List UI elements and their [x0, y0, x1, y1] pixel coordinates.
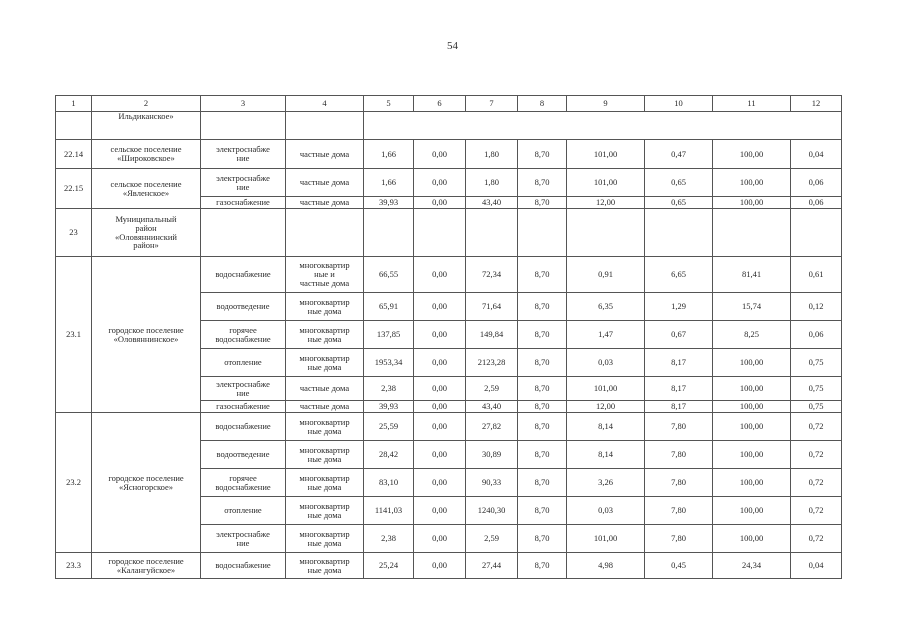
utility-type-cell: водоснабжение [201, 413, 286, 441]
value-cell: 101,00 [567, 377, 645, 401]
value-cell: 66,55 [364, 257, 414, 293]
table-row [56, 140, 842, 169]
empty-cell [645, 209, 713, 257]
settlement-name: городское поселение «Калангуйское» [92, 553, 201, 579]
value-cell: 8,70 [518, 293, 567, 321]
value-cell: 0,00 [414, 257, 466, 293]
value-cell: 137,85 [364, 321, 414, 349]
settlement-name: городское поселение «Ясногорское» [92, 413, 201, 553]
settlement-name: городское поселение «Оловяннинское» [92, 257, 201, 413]
value-cell: 39,93 [364, 401, 414, 413]
value-cell: 1,47 [567, 321, 645, 349]
value-cell: 0,00 [414, 525, 466, 553]
value-cell: 2,59 [466, 525, 518, 553]
settlement-name: сельское поселение «Явленское» [92, 169, 201, 209]
value-cell: 8,70 [518, 321, 567, 349]
value-cell: 3,26 [567, 469, 645, 497]
value-cell: 0,00 [414, 197, 466, 209]
header-row [56, 96, 842, 112]
column-header: 5 [364, 96, 414, 112]
empty-cell [201, 209, 286, 257]
value-cell: 65,91 [364, 293, 414, 321]
value-cell: 100,00 [713, 140, 791, 169]
value-cell: 2,38 [364, 377, 414, 401]
utility-type-cell: газоснабжение [201, 401, 286, 413]
value-cell: 15,74 [713, 293, 791, 321]
value-cell: 8,17 [645, 401, 713, 413]
utility-type-cell: отопление [201, 349, 286, 377]
value-cell: 1,66 [364, 140, 414, 169]
value-cell: 100,00 [713, 441, 791, 469]
housing-type-cell: частные дома [286, 401, 364, 413]
value-cell: 8,25 [713, 321, 791, 349]
value-cell: 0,72 [791, 413, 842, 441]
value-cell: 0,06 [791, 321, 842, 349]
value-cell: 8,70 [518, 377, 567, 401]
empty-cell [286, 209, 364, 257]
value-cell: 0,00 [414, 553, 466, 579]
value-cell: 100,00 [713, 413, 791, 441]
value-cell: 90,33 [466, 469, 518, 497]
value-cell: 27,82 [466, 413, 518, 441]
value-cell: 0,00 [414, 377, 466, 401]
utility-type-cell: горячее водоснабжение [201, 469, 286, 497]
housing-type-cell: многоквартир ные дома [286, 553, 364, 579]
column-header: 10 [645, 96, 713, 112]
value-cell: 6,35 [567, 293, 645, 321]
value-cell: 8,70 [518, 497, 567, 525]
housing-type-cell: частные дома [286, 197, 364, 209]
value-cell: 8,70 [518, 140, 567, 169]
column-header: 9 [567, 96, 645, 112]
value-cell: 100,00 [713, 469, 791, 497]
page-number: 54 [447, 40, 458, 52]
empty-cell [518, 209, 567, 257]
value-cell: 0,04 [791, 553, 842, 579]
utility-type-cell: водоснабжение [201, 553, 286, 579]
value-cell: 8,70 [518, 525, 567, 553]
column-header: 2 [92, 96, 201, 112]
value-cell: 8,70 [518, 401, 567, 413]
value-cell: 0,00 [414, 349, 466, 377]
value-cell: 0,91 [567, 257, 645, 293]
value-cell: 8,17 [645, 349, 713, 377]
table-row [56, 169, 842, 197]
value-cell: 100,00 [713, 377, 791, 401]
housing-type-cell: многоквартир ные дома [286, 293, 364, 321]
column-header: 1 [56, 96, 92, 112]
value-cell: 8,14 [567, 441, 645, 469]
value-cell: 28,42 [364, 441, 414, 469]
empty-cell [286, 112, 364, 140]
tariff-table [55, 95, 842, 579]
value-cell: 2123,28 [466, 349, 518, 377]
value-cell: 8,70 [518, 441, 567, 469]
value-cell: 8,70 [518, 257, 567, 293]
value-cell: 0,65 [645, 169, 713, 197]
utility-type-cell: газоснабжение [201, 197, 286, 209]
value-cell: 4,98 [567, 553, 645, 579]
housing-type-cell: частные дома [286, 140, 364, 169]
value-cell: 100,00 [713, 525, 791, 553]
value-cell: 0,75 [791, 401, 842, 413]
housing-type-cell: многоквартир ные дома [286, 321, 364, 349]
value-cell: 0,00 [414, 321, 466, 349]
value-cell: 0,72 [791, 441, 842, 469]
utility-type-cell: горячее водоснабжение [201, 321, 286, 349]
value-cell: 1,80 [466, 140, 518, 169]
column-header: 7 [466, 96, 518, 112]
value-cell: 100,00 [713, 197, 791, 209]
housing-type-cell: многоквартир ные и частные дома [286, 257, 364, 293]
value-cell: 25,59 [364, 413, 414, 441]
value-cell: 0,06 [791, 169, 842, 197]
value-cell: 24,34 [713, 553, 791, 579]
value-cell: 1,29 [645, 293, 713, 321]
column-header: 11 [713, 96, 791, 112]
value-cell: 7,80 [645, 413, 713, 441]
value-cell: 0,75 [791, 377, 842, 401]
value-cell: 83,10 [364, 469, 414, 497]
settlement-number: 23.3 [56, 553, 92, 579]
value-cell: 43,40 [466, 197, 518, 209]
value-cell: 0,61 [791, 257, 842, 293]
table-row [56, 553, 842, 579]
utility-type-cell: водоснабжение [201, 257, 286, 293]
value-cell: 0,03 [567, 349, 645, 377]
housing-type-cell: частные дома [286, 377, 364, 401]
utility-type-cell: электроснабже ние [201, 377, 286, 401]
utility-type-cell: электроснабже ние [201, 525, 286, 553]
value-cell: 100,00 [713, 401, 791, 413]
empty-cell [201, 112, 286, 140]
housing-type-cell: многоквартир ные дома [286, 469, 364, 497]
value-cell: 0,67 [645, 321, 713, 349]
table-row [56, 112, 842, 140]
value-cell: 149,84 [466, 321, 518, 349]
housing-type-cell: многоквартир ные дома [286, 497, 364, 525]
settlement-number: 23.2 [56, 413, 92, 553]
value-cell: 0,00 [414, 497, 466, 525]
value-cell: 101,00 [567, 169, 645, 197]
settlement-number: 23.1 [56, 257, 92, 413]
table-row [56, 257, 842, 293]
value-cell: 2,38 [364, 525, 414, 553]
column-header: 8 [518, 96, 567, 112]
value-cell: 8,70 [518, 197, 567, 209]
value-cell: 0,00 [414, 401, 466, 413]
value-cell: 0,12 [791, 293, 842, 321]
column-header: 6 [414, 96, 466, 112]
value-cell: 0,72 [791, 469, 842, 497]
value-cell: 8,70 [518, 553, 567, 579]
value-cell: 8,70 [518, 169, 567, 197]
value-cell: 71,64 [466, 293, 518, 321]
housing-type-cell: многоквартир ные дома [286, 413, 364, 441]
value-cell: 0,00 [414, 413, 466, 441]
value-cell: 0,75 [791, 349, 842, 377]
column-header: 12 [791, 96, 842, 112]
value-cell: 8,70 [518, 469, 567, 497]
value-cell: 39,93 [364, 197, 414, 209]
settlement-number [56, 112, 92, 140]
column-header: 3 [201, 96, 286, 112]
value-cell: 7,80 [645, 441, 713, 469]
housing-type-cell: многоквартир ные дома [286, 441, 364, 469]
value-cell: 8,17 [645, 377, 713, 401]
utility-type-cell: водоотведение [201, 441, 286, 469]
value-cell: 25,24 [364, 553, 414, 579]
value-cell: 0,00 [414, 293, 466, 321]
value-cell: 100,00 [713, 349, 791, 377]
settlement-name: Муниципальный район «Оловяннинский район» [92, 209, 201, 257]
value-cell: 8,14 [567, 413, 645, 441]
utility-type-cell: электроснабже ние [201, 140, 286, 169]
empty-cell [414, 209, 466, 257]
table-row [56, 413, 842, 441]
value-cell: 1953,34 [364, 349, 414, 377]
value-cell: 1141,03 [364, 497, 414, 525]
value-cell: 0,45 [645, 553, 713, 579]
value-cell: 0,00 [414, 441, 466, 469]
value-cell: 0,04 [791, 140, 842, 169]
empty-cell [466, 209, 518, 257]
value-cell: 0,06 [791, 197, 842, 209]
empty-cell [713, 209, 791, 257]
value-cell: 30,89 [466, 441, 518, 469]
value-cell: 1,66 [364, 169, 414, 197]
value-cell: 12,00 [567, 197, 645, 209]
value-cell: 101,00 [567, 140, 645, 169]
empty-cell [567, 209, 645, 257]
value-cell: 0,47 [645, 140, 713, 169]
housing-type-cell: многоквартир ные дома [286, 349, 364, 377]
value-cell: 0,00 [414, 169, 466, 197]
value-cell: 100,00 [713, 497, 791, 525]
value-cell: 0,65 [645, 197, 713, 209]
value-cell: 0,72 [791, 525, 842, 553]
column-header: 4 [286, 96, 364, 112]
value-cell: 0,72 [791, 497, 842, 525]
value-cell: 8,70 [518, 349, 567, 377]
settlement-name: Ильдиканское» [92, 112, 201, 140]
utility-type-cell: водоотведение [201, 293, 286, 321]
value-cell: 0,00 [414, 140, 466, 169]
housing-type-cell: многоквартир ные дома [286, 525, 364, 553]
settlement-name: сельское поселение «Широковское» [92, 140, 201, 169]
housing-type-cell: частные дома [286, 169, 364, 197]
value-cell: 8,70 [518, 413, 567, 441]
value-cell: 101,00 [567, 525, 645, 553]
settlement-number: 22.15 [56, 169, 92, 209]
utility-type-cell: отопление [201, 497, 286, 525]
value-cell: 0,03 [567, 497, 645, 525]
value-cell: 7,80 [645, 525, 713, 553]
value-cell: 2,59 [466, 377, 518, 401]
value-cell: 81,41 [713, 257, 791, 293]
empty-cell [364, 112, 842, 140]
settlement-number: 22.14 [56, 140, 92, 169]
value-cell: 43,40 [466, 401, 518, 413]
empty-cell [791, 209, 842, 257]
value-cell: 6,65 [645, 257, 713, 293]
value-cell: 0,00 [414, 469, 466, 497]
value-cell: 7,80 [645, 469, 713, 497]
settlement-number: 23 [56, 209, 92, 257]
value-cell: 27,44 [466, 553, 518, 579]
utility-type-cell: электроснабже ние [201, 169, 286, 197]
table-row [56, 209, 842, 257]
value-cell: 1,80 [466, 169, 518, 197]
value-cell: 100,00 [713, 169, 791, 197]
value-cell: 72,34 [466, 257, 518, 293]
table-body [56, 96, 842, 579]
empty-cell [364, 209, 414, 257]
value-cell: 12,00 [567, 401, 645, 413]
value-cell: 1240,30 [466, 497, 518, 525]
value-cell: 7,80 [645, 497, 713, 525]
